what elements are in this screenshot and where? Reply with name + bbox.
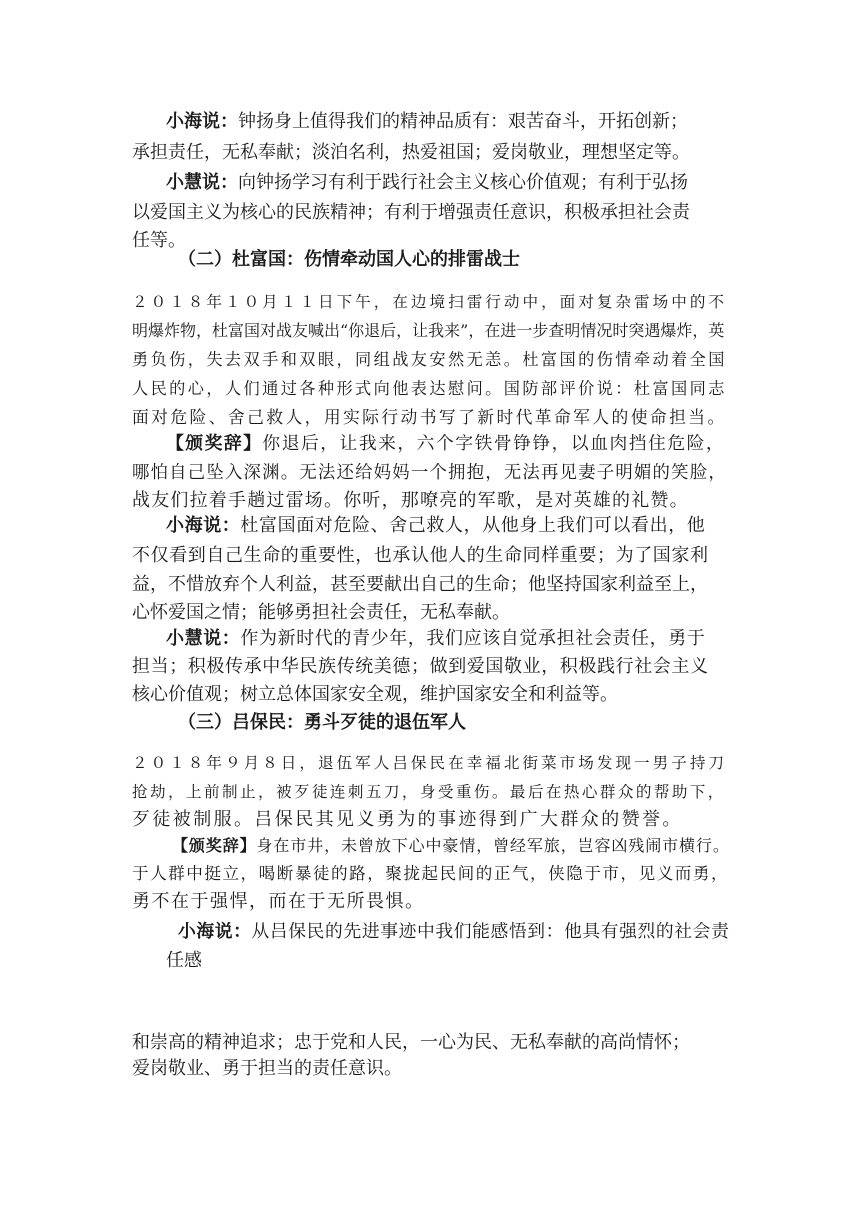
paragraph-line: 歹徒被制服。吕保民其见义勇为的事迹得到广大群众的赞誉。: [132, 809, 683, 830]
award-speech-tag: 【颁奖辞】: [172, 836, 257, 855]
paragraph-line: 小海说：杜富国面对危险、舍己救人，从他身上我们可以看出，他: [166, 515, 706, 536]
paragraph-line: 心怀爱国之情；能够勇担社会责任，无私奉献。: [132, 602, 510, 623]
paragraph-line: 战友们拉着手趟过雷场。你听，那嘹亮的军歌，是对英雄的礼赞。: [132, 490, 689, 511]
award-speech-tag: 【颁奖辞】: [166, 433, 263, 454]
paragraph-line: 勇不在于强悍，而在于无所畏惧。: [132, 891, 425, 912]
paragraph-line: 核心价值观；树立总体国家安全观，维护国家安全和利益等。: [132, 684, 618, 705]
paragraph-line: ２０１８年９月８日，退伍军人吕保民在幸福北街菜市场发现一男子持刀: [132, 754, 728, 772]
paragraph-line: 小海说：从吕保民的先进事迹中我们能感悟到：他具有强烈的社会责: [178, 921, 730, 942]
paragraph-line: 小慧说：作为新时代的青少年，我们应该自觉承担社会责任，勇于: [166, 628, 706, 649]
paragraph-line: 爱岗敬业、勇于担当的责任意识。: [132, 1058, 402, 1079]
paragraph-line: 面对危险、舍己救人，用实际行动书写了新时代革命军人的使命担当。: [132, 407, 727, 427]
speaker-label: 小海说：: [178, 921, 252, 942]
paragraph-line: 小海说：钟扬身上值得我们的精神品质有：艰苦奋斗，开拓创新；: [166, 111, 688, 132]
paragraph-line: 【颁奖辞】你退后，让我来，六个字铁骨铮铮，以血肉挡住危险，: [166, 433, 726, 454]
paragraph-line: 以爱国主义为核心的民族精神；有利于增强责任意识，积极承担社会责: [132, 202, 690, 223]
paragraph-line: 勇负伤，失去双手和双眼，同组战友安然无恙。杜富国的伤情牵动着全国: [132, 350, 727, 369]
paragraph-line: 承担责任，无私奉献；淡泊名利，热爱祖国；爱岗敬业，理想坚定等。: [132, 142, 690, 163]
paragraph-line: 抢劫，上前制止，被歹徒连刺五刀，身受重伤。最后在热心群众的帮助下，: [132, 783, 726, 801]
paragraph-line: 和崇高的精神追求；忠于党和人民，一心为民、无私奉献的高尚情怀；: [132, 1032, 690, 1053]
paragraph-line: ２０１８年１０月１１日下午，在边境扫雷行动中，面对复杂雷场中的不: [132, 293, 728, 311]
section-heading: （三）吕保民：勇斗歹徒的退伍军人: [178, 712, 466, 733]
section-heading: （二）杜富国：伤情牵动国人心的排雷战士: [178, 249, 520, 270]
paragraph-line: 明爆炸物，杜富国对战友喊出“你退后，让我来”，在进一步查明情况时突遇爆炸，英: [132, 321, 725, 340]
paragraph-line: 益，不惜放弃个人利益，甚至要献出自己的生命；他坚持国家利益至上，: [132, 574, 708, 595]
paragraph-line: 哪怕自己坠入深渊。无法还给妈妈一个拥抱，无法再见妻子明媚的笑脸，: [132, 463, 727, 483]
paragraph-line: 于人群中挺立，喝断暴徒的路，聚拢起民间的正气，侠隐于市，见义而勇，: [132, 864, 730, 883]
speaker-label: 小海说：: [166, 515, 241, 536]
paragraph-line: 担当；积极传承中华民族传统美德；做到爱国敬业，积极践行社会主义: [132, 656, 709, 677]
speaker-label: 小海说：: [166, 111, 238, 132]
paragraph-line: 人民的心，人们通过各种形式向他表达慰问。国防部评价说：杜富国同志: [132, 379, 727, 398]
speaker-label: 小慧说：: [166, 628, 241, 649]
paragraph-line: 任感: [166, 950, 202, 971]
paragraph-line: 任等。: [132, 230, 186, 251]
paragraph-line: 不仅看到自己生命的重要性，也承认他人的生命同样重要；为了国家利: [132, 545, 709, 566]
speaker-label: 小慧说：: [166, 172, 238, 193]
paragraph-line: 【颁奖辞】身在市井，未曾放下心中豪情，曾经军旅，岂容凶残闹市横行。: [172, 836, 730, 855]
paragraph-line: 小慧说：向钟扬学习有利于践行社会主义核心价值观；有利于弘扬: [166, 172, 688, 193]
